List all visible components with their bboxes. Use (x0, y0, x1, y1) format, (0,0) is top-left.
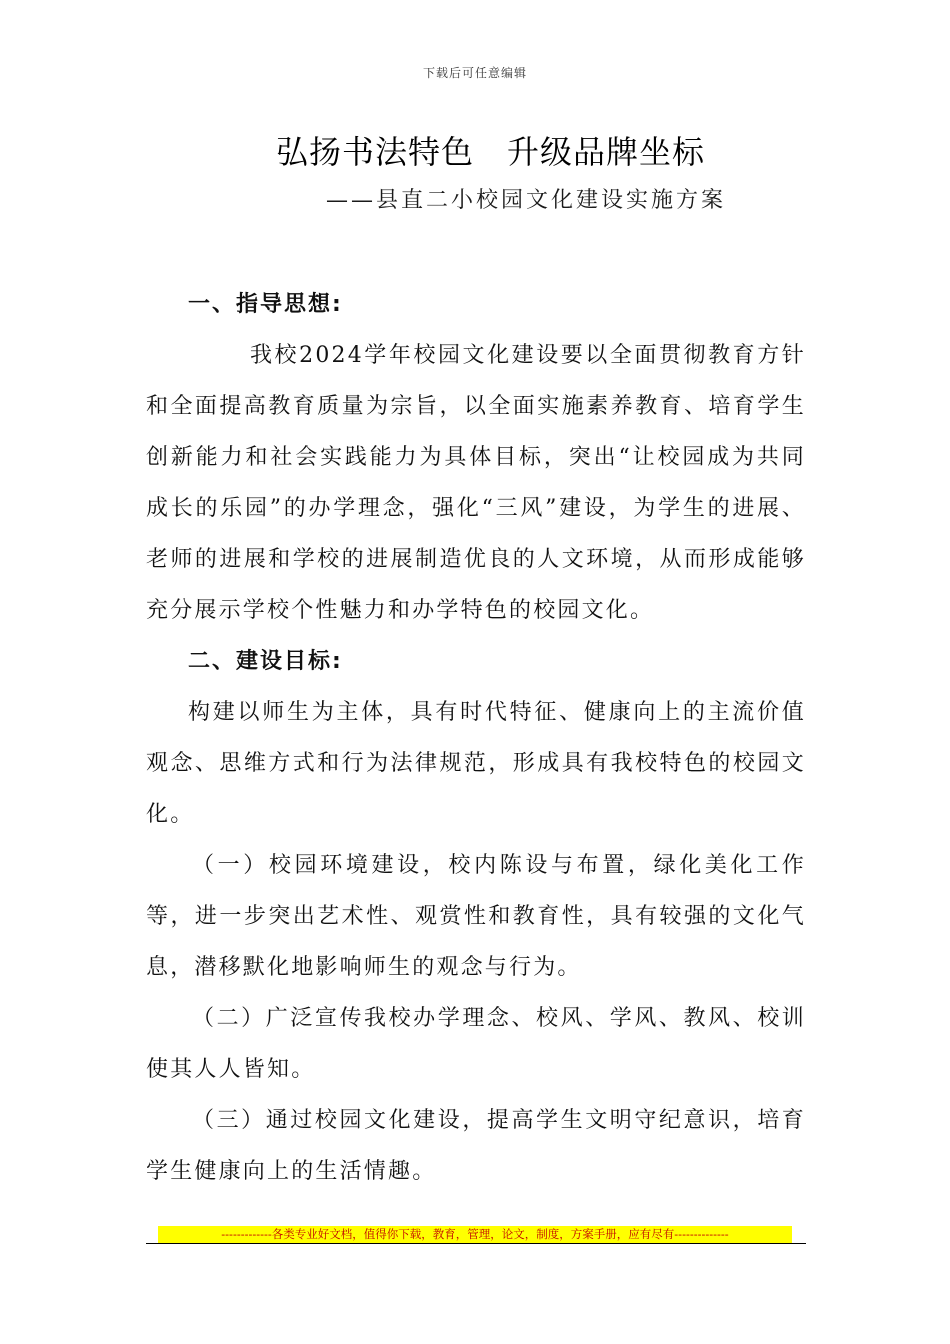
document-subtitle: ——县直二小校园文化建设实施方案 (326, 188, 727, 213)
paragraph-goals-intro: 构建以师生为主体，具有时代特征、健康向上的主流价值观念、思维方式和行为法律规范，形成具有我校特色的校园文化。 (146, 700, 806, 827)
header-note: 下载后可任意编辑 (422, 66, 527, 80)
paragraph-goal-item-3: （三）通过校园文化建设，提高学生文明守纪意识，培育学生健康向上的生活情趣。 (146, 1108, 806, 1184)
paragraph-goal-item-1: （一）校园环境建设，校内陈设与布置，绿化美化工作等，进一步突出艺术性、观赏性和教育性，具有较强的文化气息，潜移默化地影响师生的观念与行为。 (146, 853, 806, 980)
paragraph-guiding-ideology: 我校2024学年校园文化建设要以全面贯彻教育方针和全面提高教育质量为宗旨，以全面实施素养教育、培育学生创新能力和社会实践能力为具体目标，突出“让校园成为共同成长的乐园”的办学理念，强化“三风”建设，为学生的进展、老师的进展和学校的进展制造优良的人文环境，从而形成能够充分展示学校个性魅力和办学特色的校园文化。 (146, 343, 806, 623)
footer-banner: -------------各类专业好文档，值得你下载，教育，管理，论文，制度，方案手册，应有尽有-------------- (158, 1226, 792, 1243)
section-heading-guiding-ideology: 一、指导思想: (188, 292, 343, 317)
document-body (146, 279, 806, 1197)
document-title: 弘扬书法特色 升级品牌坐标 (276, 133, 706, 171)
section-heading-construction-goals: 二、建设目标: (188, 649, 343, 674)
footer-divider (146, 1243, 806, 1244)
paragraph-goal-item-2: （二）广泛宣传我校办学理念、校风、学风、教风、校训使其人人皆知。 (146, 1006, 806, 1082)
